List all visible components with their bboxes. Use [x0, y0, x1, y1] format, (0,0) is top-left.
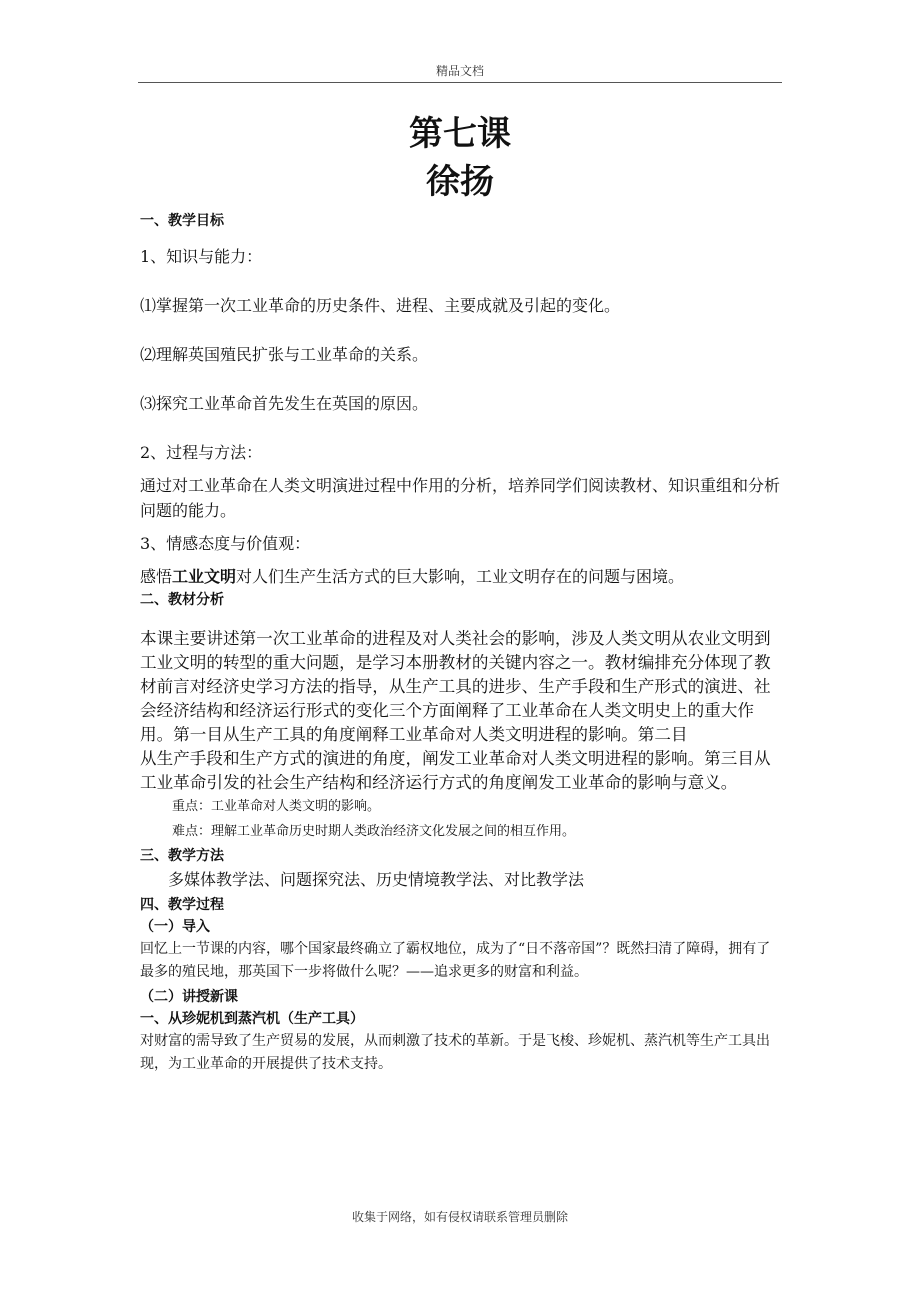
section-heading-objectives: 一、教学目标 — [140, 213, 224, 229]
lesson-title: 第七课 — [409, 114, 511, 154]
knowledge-item-3: ⑶探究工业革命首先发生在英国的原因。 — [140, 394, 429, 413]
methods-text: 多媒体教学法、问题探究法、历史情境教学法、对比教学法 — [168, 870, 585, 889]
analysis-paragraph: 本课主要讲述第一次工业革命的进程及对人类社会的影响，涉及人类文明从农业文明到工业文明的转型的重大问题，是学习本册教材的关键内容之一。教材编排充分体现了教材前言对经济史学习方法的指导，从生产工具的进步、生产手段和生产形式的演进、社会经济结构和经济运行形式的变化三个方面阐释了工业革命在人类文明史上的重大作用。第一目从生产工具的角度阐释工业革命对人类文明进程的影响。第二目 — [140, 629, 771, 744]
subheading-knowledge: 1、知识与能力： — [140, 247, 263, 266]
emotion-prefix: 感悟 — [140, 567, 173, 586]
part1-paragraph: 对财富的需导致了生产贸易的发展，从而刺激了技术的革新。于是飞梭、珍妮机、蒸汽机等生产工具出现，为工业革命的开展提供了技术支持。 — [140, 1033, 770, 1072]
process-paragraph: 通过对工业革命在人类文明演进过程中作用的分析，培养同学们阅读教材、知识重组和分析问题的能力。 — [140, 476, 781, 520]
author-name: 徐扬 — [426, 162, 494, 202]
emotion-bold-term: 工业文明 — [172, 567, 237, 586]
header-divider — [138, 82, 782, 83]
page-footer: 收集于网络，如有侵权请联系管理员删除 — [351, 1210, 568, 1224]
knowledge-item-2: ⑵理解英国殖民扩张与工业革命的关系。 — [140, 345, 429, 364]
section-heading-methods: 三、教学方法 — [140, 848, 224, 864]
subsection-heading-intro: （一）导入 — [140, 919, 210, 935]
part1-heading: 一、从珍妮机到蒸汽机（生产工具） — [140, 1011, 364, 1027]
emotion-paragraph — [140, 564, 780, 589]
page-header: 精品文档 — [435, 64, 484, 78]
subsection-heading-new-lesson: （二）讲授新课 — [140, 989, 238, 1005]
subheading-process: 2、过程与方法： — [140, 443, 263, 462]
section-heading-analysis: 二、教材分析 — [140, 592, 224, 608]
analysis-paragraph-continued: 从生产手段和生产方式的演进的角度，阐发工业革命对人类文明进程的影响。第三目从工业革命引发的社会生产结构和经济运行方式的角度阐发工业革命的影响与意义。 — [140, 749, 771, 792]
section-heading-process: 四、教学过程 — [140, 897, 224, 913]
document-body — [140, 208, 780, 1076]
intro-paragraph: 回忆上一节课的内容，哪个国家最终确立了霸权地位，成为了“日不落帝国”？既然扫清了障碍，拥有了最多的殖民地，那英国下一步将做什么呢？——追求更多的财富和利益。 — [140, 941, 771, 980]
subheading-emotion: 3、情感态度与价值观： — [140, 534, 311, 553]
key-point: 重点：工业革命对人类文明的影响。 — [172, 799, 381, 814]
knowledge-item-1: ⑴掌握第一次工业革命的历史条件、进程、主要成就及引起的变化。 — [140, 296, 621, 315]
emotion-suffix: 对人们生产生活方式的巨大影响，工业文明存在的问题与困境。 — [236, 567, 685, 586]
difficult-point: 难点：理解工业革命历史时期人类政治经济文化发展之间的相互作用。 — [172, 824, 576, 839]
